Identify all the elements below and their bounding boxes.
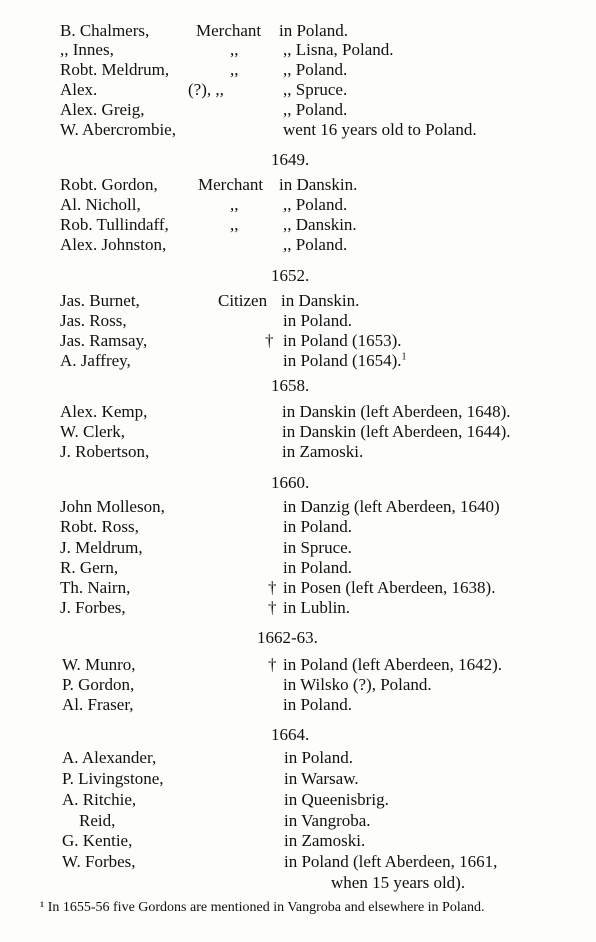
entry-name: J. Forbes,	[60, 598, 126, 617]
entry-location: in Poland.	[283, 311, 352, 330]
section-year-heading: 1652.	[271, 266, 310, 285]
section-year-heading: 1660.	[271, 473, 310, 492]
entry-location: in Posen (left Aberdeen, 1638).	[283, 578, 496, 597]
entry-role: Merchant	[196, 21, 262, 40]
entry-role: ,,	[230, 215, 239, 234]
entry-location: in Zamoski.	[282, 442, 364, 461]
entry-name: Jas. Burnet,	[60, 291, 140, 310]
entry-name: Robt. Gordon,	[60, 175, 158, 194]
entry-location: in Poland.	[283, 558, 352, 577]
entry-name: John Molleson,	[60, 497, 165, 516]
entry-role: ,,	[230, 60, 239, 79]
entry-location: in Wilsko (?), Poland.	[283, 675, 432, 694]
entry-location: in Danzig (left Aberdeen, 1640)	[283, 497, 500, 516]
footnote: ¹ In 1655-56 five Gordons are mentioned in Vangroba and elsewhere in Poland.	[40, 900, 485, 915]
entry-location: in Danskin.	[281, 291, 360, 310]
entry-location-continued: when 15 years old).	[331, 873, 466, 892]
dagger-mark: †	[268, 598, 277, 617]
entry-name: J. Meldrum,	[60, 538, 143, 557]
entry-location: in Queenisbrig.	[284, 790, 389, 809]
dagger-mark: †	[265, 331, 274, 350]
section-year-heading: 1649.	[271, 150, 310, 169]
entry-location: ,, Spruce.	[283, 80, 348, 99]
section-year-heading: 1662-63.	[257, 628, 318, 647]
entry-name: A. Jaffrey,	[60, 351, 131, 370]
entry-location: ,, Poland.	[283, 195, 348, 214]
entry-name: Robt. Meldrum,	[60, 60, 170, 79]
entry-role: ,,	[230, 40, 239, 59]
entry-role: ,,	[230, 195, 239, 214]
entry-location: in Poland (left Aberdeen, 1642).	[283, 655, 503, 674]
entry-role: Merchant	[198, 175, 264, 194]
entry-location: ,, Lisna, Poland.	[283, 40, 394, 59]
footnote-ref: 1	[401, 351, 407, 363]
entry-location: ,, Poland.	[283, 235, 348, 254]
entry-name: G. Kentie,	[62, 831, 133, 850]
entry-location: in Danskin (left Aberdeen, 1648).	[282, 402, 511, 421]
entry-name: W. Forbes,	[62, 852, 136, 871]
entry-location: in Danskin (left Aberdeen, 1644).	[282, 422, 511, 441]
entry-name: A. Alexander,	[62, 748, 157, 767]
dagger-mark: †	[268, 578, 277, 597]
entry-location: in Zamoski.	[284, 831, 366, 850]
entry-name: W. Abercrombie,	[60, 120, 176, 139]
entry-name: Alex. Johnston,	[60, 235, 167, 254]
entry-location: in Poland.	[279, 21, 348, 40]
entry-location: ,, Poland.	[283, 100, 348, 119]
entry-name: W. Clerk,	[60, 422, 126, 441]
entry-location: in Poland (1653).	[283, 331, 402, 350]
entry-location: in Lublin.	[283, 598, 351, 617]
entry-name: Th. Nairn,	[60, 578, 131, 597]
entry-name: R. Gern,	[60, 558, 119, 577]
entry-name: Alex. Kemp,	[60, 402, 148, 421]
entry-name: Al. Fraser,	[62, 695, 134, 714]
entry-name: Alex. Greig,	[60, 100, 145, 119]
entry-location: ,, Danskin.	[283, 215, 357, 234]
entry-name: Reid,	[79, 811, 116, 830]
entry-role: Citizen	[218, 291, 268, 310]
entry-location: in Poland (left Aberdeen, 1661,	[284, 852, 498, 871]
entry-name: Alex.	[60, 80, 98, 99]
entry-name: P. Gordon,	[62, 675, 135, 694]
entry-name: Rob. Tullindaff,	[60, 215, 169, 234]
entry-location: in Warsaw.	[284, 769, 359, 788]
entry-name: Jas. Ramsay,	[60, 331, 148, 350]
entry-location: in Vangroba.	[284, 811, 371, 830]
entry-name: P. Livingstone,	[62, 769, 164, 788]
entry-location: in Spruce.	[283, 538, 352, 557]
entry-location: ,, Poland.	[283, 60, 348, 79]
entry-name: B. Chalmers,	[60, 21, 150, 40]
entry-location-text: in Poland (1654).	[283, 351, 402, 370]
entry-location: in Danskin.	[279, 175, 358, 194]
entry-name: ,, Innes,	[60, 40, 114, 59]
entry-name: Robt. Ross,	[60, 517, 139, 536]
section-year-heading: 1658.	[271, 376, 310, 395]
entry-name: J. Robertson,	[60, 442, 150, 461]
entry-name: A. Ritchie,	[62, 790, 137, 809]
entry-name: W. Munro,	[62, 655, 136, 674]
section-year-heading: 1664.	[271, 725, 310, 744]
entry-location: in Poland.	[283, 695, 352, 714]
entry-role: (?), ,,	[188, 80, 224, 99]
entry-location: went 16 years old to Poland.	[283, 120, 477, 139]
entry-name: Jas. Ross,	[60, 311, 127, 330]
entry-name: Al. Nicholl,	[60, 195, 141, 214]
entry-location: in Poland.	[284, 748, 353, 767]
entry-location: in Poland.	[283, 517, 352, 536]
dagger-mark: †	[268, 655, 277, 674]
entry-location	[283, 351, 407, 371]
